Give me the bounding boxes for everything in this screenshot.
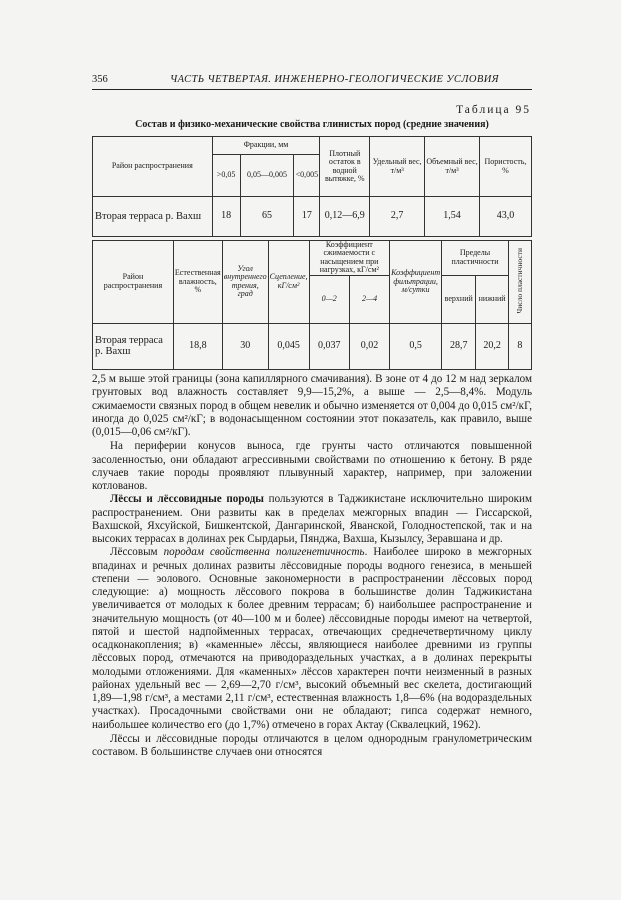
cell-frac-3: 17 — [294, 197, 320, 237]
table-part-2 — [92, 240, 532, 370]
paragraph-text: Лёссовым — [110, 546, 164, 559]
cell-compress-1: 0,037 — [309, 323, 349, 369]
col-plast-lower: нижний — [476, 275, 509, 323]
col-compress-2: 2—4 — [349, 275, 389, 323]
cell-friction: 30 — [222, 323, 268, 369]
paragraph — [92, 546, 532, 732]
col-bulk-weight: Объемный вес, т/м³ — [425, 137, 480, 197]
cell-filtration: 0,5 — [390, 323, 442, 369]
col-compress-1: 0—2 — [309, 275, 349, 323]
col-region-2: Район распространения — [93, 241, 174, 324]
table-part-1 — [92, 136, 532, 237]
col-frac-3: <0,005 — [294, 155, 320, 197]
section-term: Лёссы и лёссовидные породы — [110, 493, 264, 506]
paragraph: 2,5 м выше этой границы (зона капиллярного смачивания). В зоне от 4 до 12 м над зеркалом грунтовых вод влажность составляет 9,9—15,2%, а выше — 2,5—8,4%. Модуль сжимаемости связных пород в общем невелик и обычно изменяется от 0,004 до 0,015 см²/кГ, иногда до 0,025 см²/кГ; в водонасыщенном состоянии этот показатель, как правило, выше (0,015—0,06 см²/кГ). — [92, 373, 532, 438]
col-filtration: Коэффициент фильтрации, м/сутки — [390, 241, 442, 324]
paragraph — [92, 493, 532, 546]
col-plasticity-limits: Пределы пластичности — [442, 241, 509, 276]
col-porosity: Пористость, % — [479, 137, 531, 197]
cell-plasticity-number: 8 — [508, 323, 531, 369]
header-rule — [92, 89, 532, 90]
cell-cohesion: 0,045 — [268, 323, 309, 369]
col-region: Район распространения — [93, 137, 213, 197]
cell-plast-lower: 20,2 — [476, 323, 509, 369]
col-fractions-label: Фракции, мм — [243, 140, 289, 150]
paragraph-text: пользуются в Таджикистане исключительно широким распространением. Они развиты как в пределах межгорных впадин — Гиссарской, Вахшской, Яхсуйской, Бишкентской, Дангаринской, Яванской, Голодностепской, так и на высоких террасах в долинах рек Сырдарьи, Пянджа, Вахша, Кызылсу, Зеравшана и др. — [92, 493, 532, 545]
table-title: Состав и физико-механические свойства глинистых пород (средние значения) — [135, 119, 489, 130]
cell-bulk-weight: 1,54 — [425, 197, 480, 237]
paragraph: На периферии конусов выноса, где грунты часто отличаются повышенной засоленностью, они обладают агрессивными свойствами по отношению к бетону. В ряде случаев такие породы проявляют плывунный характер, например, при заложении котлованов. — [92, 440, 532, 492]
cell-compress-2: 0,02 — [349, 323, 389, 369]
cell-region: Вторая терраса р. Вахш — [93, 197, 213, 237]
cell-plast-upper: 28,7 — [442, 323, 476, 369]
col-plasticity-number-label: Число пластичности — [514, 247, 524, 314]
cell-porosity: 43,0 — [479, 197, 531, 237]
cell-frac-1: 18 — [212, 197, 240, 237]
col-residue: Плотный остаток в водной вытяжке, % — [320, 137, 370, 197]
col-fractions — [212, 137, 320, 155]
cell-region-2: Вторая терраса р. Вахш — [93, 323, 174, 369]
cell-residue: 0,12—6,9 — [320, 197, 370, 237]
col-frac-2: 0,05—0,005 — [240, 155, 294, 197]
page-number: 356 — [92, 74, 108, 85]
paragraph-text: . Наиболее широко в межгорных впадинах и речных долинах развиты лёссовидные породы водного генезиса, в меньшей степени — эолового. Основные закономерности в распространении лёссовых пород следующие: а) мощность лёссового покрова в большинстве долин Таджикистана увеличивается от молодых к более древним террасам; б) наибольшее распространение и значительную мощность (от 40—100 м и более) лёссовидные породы имеют на четвертой, пятой и шестой надпойменных террасах, отвечающих среднечетвертичному циклу осадконакопления; в) «каменные» лёссы, являющиеся наиболее древними из группы лёссовых пород, отмечаются на приводораздельных участках, а в долинах перекрыты молодыми отложениями. Для «каменных» лёссов характерен почти неизменный в разных районах удельный вес — 2,69—2,70 г/см³, высокий объемный вес скелета, достигающий 1,89—1,98 г/см³, а местами 2,11 г/см³, естественная влажность 1,8—6% (на водораздельных участках). Просадочными свойствами они не обладают; гипса содержат немного, наибольшее количество его (до 1,7%) отмечено в горах Актау (Сквалецкий, 1962). — [92, 546, 532, 731]
table-row — [93, 197, 532, 237]
table-row — [93, 323, 532, 369]
col-frac-1: >0,05 — [212, 155, 240, 197]
col-specific-weight: Удельный вес, т/м³ — [370, 137, 425, 197]
col-friction: Угол внутреннего трения, град — [222, 241, 268, 324]
cell-frac-2: 65 — [240, 197, 294, 237]
cell-moisture: 18,8 — [173, 323, 222, 369]
paragraph: Лёссы и лёссовидные породы отличаются в целом однородным гранулометрическим составом. В большинстве случаев они относятся — [92, 732, 532, 758]
col-compress: Коэффициент сжимаемости с насыщением при нагрузках, кГ/см² — [309, 241, 390, 276]
emphasis-text: породам свойственна полигенетичность — [163, 546, 365, 559]
body-text — [92, 373, 532, 759]
table-label: Таблица 95 — [456, 104, 531, 116]
col-moisture: Естественная влажность, % — [173, 241, 222, 324]
col-cohesion: Сцепление, кГ/см² — [268, 241, 309, 324]
cell-specific-weight: 2,7 — [370, 197, 425, 237]
col-plast-upper: верхний — [442, 275, 476, 323]
running-title: ЧАСТЬ ЧЕТВЕРТАЯ. ИНЖЕНЕРНО-ГЕОЛОГИЧЕСКИЕ УСЛОВИЯ — [170, 74, 499, 85]
col-plasticity-number — [508, 241, 531, 324]
